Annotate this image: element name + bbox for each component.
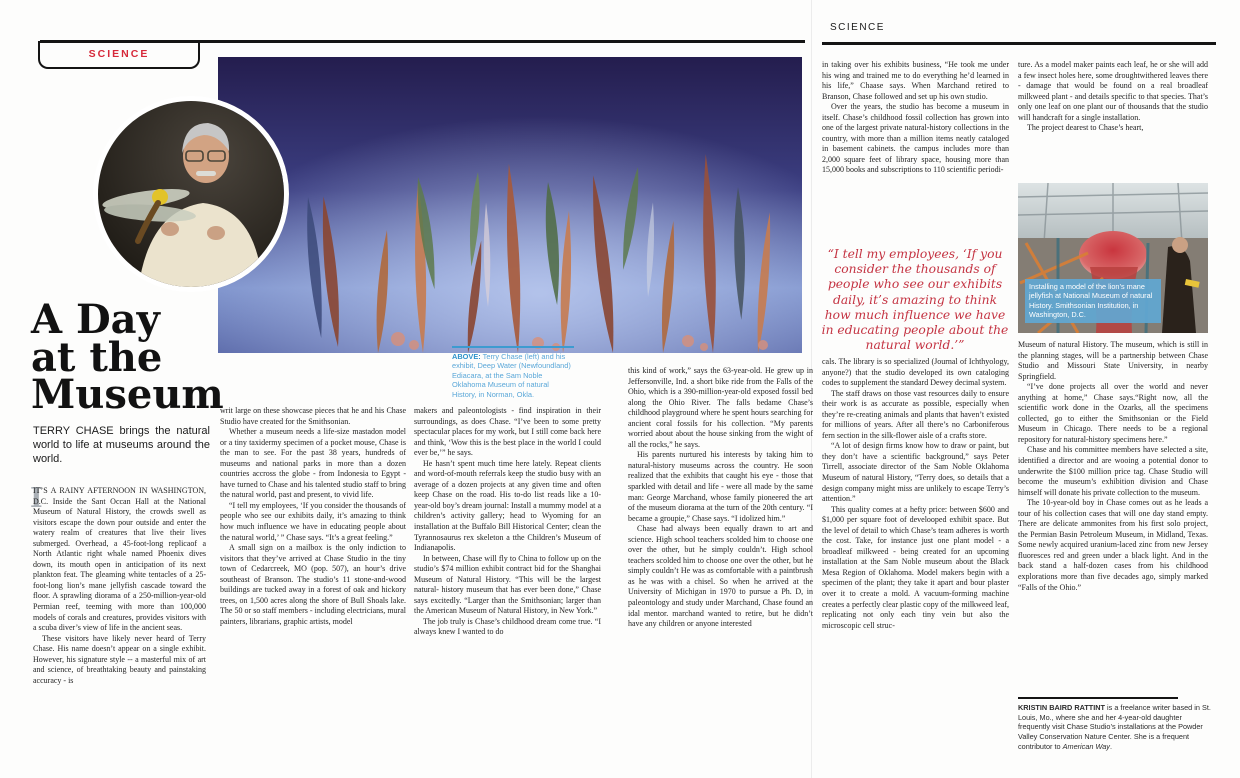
paragraph: “A lot of design firms know how to draw or paint, but they don’t have a scientific background,” says Peter Tirrell, associate director of the Sam Noble Oklahoma Museum of natural History, “Terry does, so details that a design company might miss are unlikely to escape Terry’s attention.” bbox=[822, 441, 1009, 504]
paragraph: Chase and his committee members have selected a site, identified a director and are wooing a potential donor to underwrite the $100 million price tag. Chase Studio will become the museum’s exhibition division and Chase himself will donate his private collection to the museum. bbox=[1018, 445, 1208, 497]
column-r1-bottom bbox=[822, 357, 1009, 631]
paragraph: cals. The library is so specialized (Journal of Ichthyology, anyone?) that the studio developed its own cataloging codes to supplement the standard Dewey decimal system. bbox=[822, 357, 1009, 388]
author-credit bbox=[1018, 703, 1212, 752]
column-intro bbox=[33, 486, 206, 686]
paragraph: The 10-year-old boy in Chase comes out as he leads a tour of his collection cases that will one day stand empty. There are delicate ammonites from his first solo project, the Permian Basin Petroleum Museum, in Midland, Texas. Some newly acquired uranium-laced zinc from new Jersey fluoresces red and green under a black light. And in the back stand a half-dozen cases from his childhood explorations more than five decades ago, simply marked “Falls of the Ohio.” bbox=[1018, 498, 1208, 592]
column-r2-top bbox=[1018, 60, 1208, 134]
paragraph: Whether a museum needs a life-size mastadon model or a tiny taxidermy specimen of a pocket mouse, Chase is the man to see. For the past 38 years, hundreds of museums and national parks in more than a dozen countries accross the globe - from Indonesia to Egypt - have turned to Chase and his talented studio staff to bring the natural world, past and present, to vivid life. bbox=[220, 427, 406, 500]
paragraph: makers and paleontologists - find inspiration in their surroundings, as does Chase. “I’ve been to some pretty spectacular places for my work, but I still come back here and think, ‘Wow this is the best place in the world I could ever be,’” he says. bbox=[414, 406, 601, 458]
paragraph: These visitors have likely never heard of Terry Chase. His name doesn’t appear on a single exhibit. However, his signature style -- a masterful mix of art and science, of breathtaking beauty and painstaking accuracy - is bbox=[33, 633, 206, 685]
column-r2-bottom bbox=[1018, 340, 1208, 593]
diorama-photo bbox=[218, 57, 802, 353]
paragraph: this kind of work,” says the 63-year-old. He grew up in Jeffersonville, Ind. a short bike ride from the Falls of the Ohio, which is a 390-million-year-old exposed fossil bed along the Ohio River. The falls bedame Chase’s childhood playground where he spent hours searching for ancient coral fossils for his collection. “My parents worried about about the house sinking from the wight of all the rocks,” he says. bbox=[628, 366, 813, 449]
credit-text: is a freelance writer based in St. Louis, Mo., where she and her 4-year-old daughter frequently visit Chase Studio’s installations at the Powder Valley Conservation Nature Center. She is a frequent contributor to bbox=[1018, 703, 1211, 751]
headline-line1: A Day bbox=[31, 296, 160, 343]
paragraph: The project dearest to Chase’s heart, bbox=[1027, 123, 1144, 133]
paragraph: The staff draws on those vast resources daily to ensure their work is as accurate as possible, especially when they’re re-creating animals and plants that haven’t existed for millions of years. After all there’s no Carboniferous fern section in the silk-flower aisle of a crafts store. bbox=[822, 388, 1009, 440]
headline-line3: Museum bbox=[31, 371, 224, 418]
deck-text: TERRY CHASE brings the natural world to life at museums around the world. bbox=[33, 425, 210, 465]
paragraph: Over the years, the studio has become a museum in itself. Chase’s childhood fossil collection has grown into one of the largest private natural-history collections in the country, with more than a million items neatly cataloged in basement cabinets. the campus includes more than 2,000 square feet of library space, housing more than 15,000 books and subscriptions to 110 scientific periodi- bbox=[822, 102, 1009, 175]
paragraph: IT’S A RAINY AFTERNOON IN WASHINGTON, D.C. Inside the Sant Occan Hall at the National Museum of Natural History, the crowds swell as visitors escape the down pour outside and enter the watery realm of creatures that live their lives submerged. Overhead, a 45-foot-long replicaof a North Atlantic right whale named Phoenix dives down, its mouth open in anticipation of its next plankton feat. The gleaming white tentacles of a 25-foot-long lion’s mane jellyfish cascade toward the floor. A sprawling diorama of a 250-million-year-old Permian reef, teeming with more than 100,000 models of corals and creatures, provides visitors with a scuba diver’s view of life in the ancient seas. bbox=[33, 486, 206, 633]
section-label-left: SCIENCE bbox=[88, 48, 150, 60]
caption-label: ABOVE: bbox=[452, 352, 481, 361]
paragraph: “I tell my employees, ‘If you consider the thousands of people who see our exhibits daily, it’s amazing to think how much influence we have in educating people about the natural world,’ ” Chase says. “It’s a great feeling.” bbox=[220, 500, 406, 542]
headline-line2: at the bbox=[31, 333, 163, 381]
column-3 bbox=[414, 406, 601, 638]
jellyfish-photo bbox=[1018, 183, 1208, 333]
caption-rule bbox=[452, 346, 574, 348]
diorama-art bbox=[218, 57, 802, 353]
section-label-right: SCIENCE bbox=[830, 22, 885, 33]
column-r1-top bbox=[822, 60, 1009, 176]
portrait-photo bbox=[93, 96, 289, 292]
portrait-art bbox=[98, 101, 288, 291]
paragraph: writ large on these showcase pieces that he and his Chase Studio have created for the Smithsonian. bbox=[220, 406, 406, 426]
paragraph: He hasn’t spent much time here lately. Repeat clients and word-of-mouth referrals keep the studio busy with an average of a dozen projects at any given time and often keep Chase on the road. His to-do list reads like a 10-year-old boy’s dream journal: Install a mummy model at a children’s activity gallery; head to Wyoming for an installation at the Buffalo Bill Historical Center; clean the Tyrannosaurus rex skeleton a tthe Children’s Museum of Indianapolis. bbox=[414, 458, 601, 553]
paragraph: In between, Chase will fly to China to follow up on the studio’s $74 million exhibit contract bid for the Shanghai Museum of Natural History. “This will be the largest natural- history museum that has ever been done,” Chase says excitedly. “Larger than the Smithsonian; larger than the American Museum of Natural History, in New York.” bbox=[414, 553, 601, 616]
drop-cap: I bbox=[30, 483, 43, 514]
paragraph: ture. As a model maker paints each leaf, he or she will add a few insect holes here, some droughtwithered leaves there - damage that would be found on a real broadleaf milkweed plant - and details specific to that species. That’s only one leaf on one plant our of thousands that the studio will handcraft for a single installation. bbox=[1018, 60, 1208, 122]
paragraph: His parents nurtured his interests by taking him to natural-history museums across the country. He soon realized that the exhibits that caught his eye - those that sparkled with detail and life - were all made by the same man: George Marchand, whose family pioneered the art of the museum diorama at the turn of the 20th century. “I became a groupie,” Chase says. “I idolized him.” bbox=[628, 450, 813, 523]
author-name: KRISTIN BAIRD RATTINT bbox=[1018, 703, 1106, 712]
paragraph: Chase had always been equally drawn to art and science. High school teachers scolded him to choose one over the other, but he simply couldn’t. High school teachers scolded him to choose one over the other, but he simply couldn’t He was as comfortable with a paintbrush as he was with a chisel. So when he arrived at the University of Michigan in 1970 to pursue a Ph. D, in paleontology and study under Marchand, Chase found an idal mentor. marchand wanted to retire, but he didn’t have any children or anyone interested bbox=[628, 524, 813, 629]
pull-quote: “I tell my employees, ‘If you consider the thousands of people who see our exhibits daily, it’s amazing to think how much influence we have in educating people about the natural world.’” bbox=[821, 247, 1009, 353]
paragraph: Museum of natural History. The museum, which is still in the planning stages, will be a partnership between Chase Studio and Missouri State University, in nearby Springfield. bbox=[1018, 340, 1208, 381]
main-photo-caption bbox=[452, 352, 574, 399]
credit-suffix: . bbox=[1109, 741, 1112, 751]
paragraph: The job truly is Chase’s childhood dream come true. “I always knew I wanted to do bbox=[414, 616, 601, 637]
paragraph: A small sign on a mailbox is the only indiction to visitors that they’ve arrived at Chase Studio in the tiny town of Cedarcreek, MO (pop. 507), an hour’s drive southeast of Branson. The studio’s 11 stone-and-wood buildings are tucked away in a forest of oak and hickory trees, on 1,500 acres along the shore of Bull Shoals lake. The 50 or so staff members - including electricians, mural painters, librarians, graphic artists, model bbox=[220, 543, 406, 626]
photo-caption-overlay: Installing a model of the lion’s mane jellyfish at National Museum of natural History. Smithsonian Institution, in Washington, D.C. bbox=[1025, 279, 1161, 323]
column-4 bbox=[628, 366, 813, 630]
paragraph: “I’ve done projects all over the world and never anything at home,” Chase says.“Right now, all the scientific work done in the Ozarks, all the specimens collected, go to either the Smithsonian or the Field Museum in Chicago. There needs to be a regional repository for natural-history specimens here.” bbox=[1018, 382, 1208, 444]
column-2 bbox=[220, 406, 406, 627]
credit-rule bbox=[1018, 697, 1178, 699]
right-header-rule bbox=[822, 42, 1216, 45]
page-title bbox=[31, 296, 224, 418]
paragraph: This quality comes at a hefty price: between $600 and $1,000 per square foot of develooped exhibit space. But the level of detail to which Chase’s team adheres is worth the cost. Take, for instance just one plant model - a broadleaf milkweed - being created for an upcoming installation at the Sam Noble museum about the Black Mesa Region of Oklahoma. Model makers begin with a specimen of the plant; they take it apart and bour plaster over it to create a mold. A vacuum-forming machine creates a perfectly clear plastic copy of the milkweed leaf, replicating not only each tiny vein but also the microscopic cell struc- bbox=[822, 504, 1009, 630]
section-tab bbox=[38, 41, 200, 69]
caption-text: Terry Chase (left) and his exhibit, Deep Water (Newfoundland) Ediacara, at the Sam Noble Oklahoma Museum of natural History, in Norman, Okla. bbox=[452, 352, 571, 399]
paragraph: in taking over his exhibits business, “He took me under his wing and trained me to do everything he’d learned in his life,” Chaase says. When Marchand retired to Branson, Chase followed and set up his own studio. bbox=[822, 60, 1009, 101]
credit-publication: American Way bbox=[1062, 741, 1110, 751]
